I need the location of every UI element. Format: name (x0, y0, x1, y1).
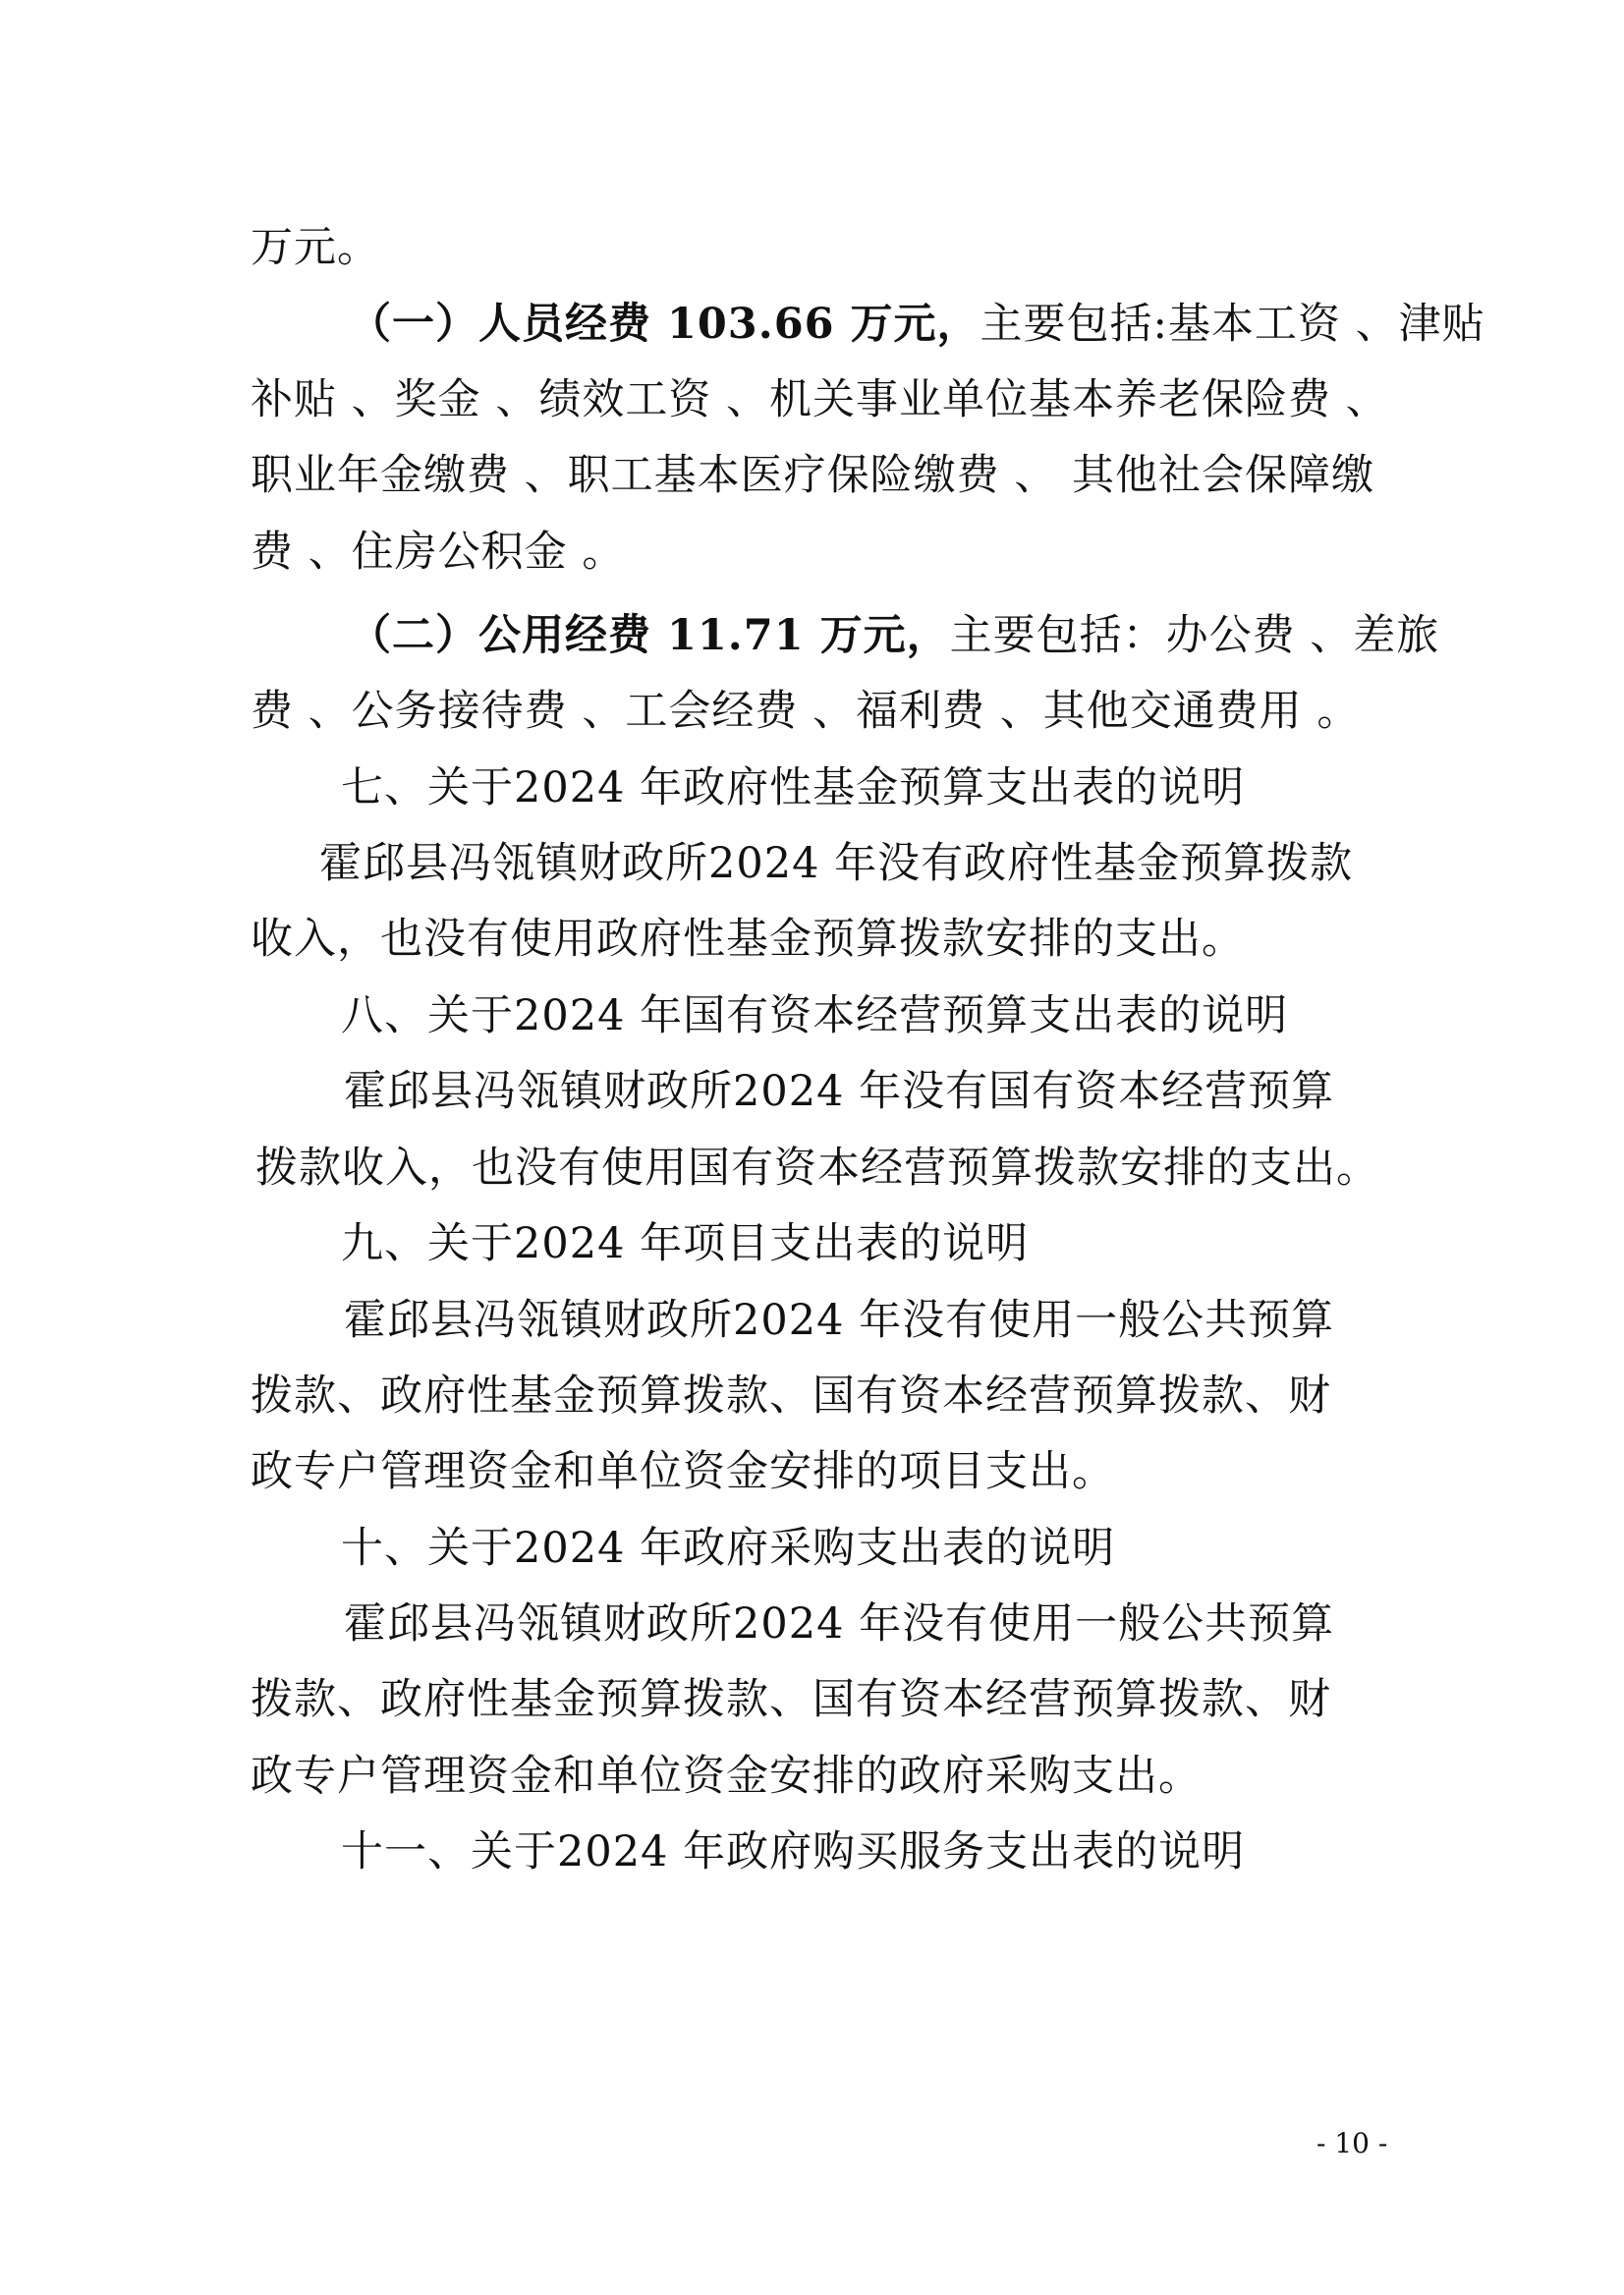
section-heading-seven: 七、关于2024 年政府性基金预算支出表的说明 (341, 763, 1246, 812)
text-line-continuation: 万元。 (251, 223, 380, 272)
text-line: 霍邱县冯瓴镇财政所2024 年没有使用一般公共预算 (344, 1296, 1335, 1345)
text-line: 政专户管理资金和单位资金安排的政府采购支出。 (251, 1752, 1202, 1801)
section-heading-ten: 十、关于2024 年政府采购支出表的说明 (341, 1524, 1116, 1573)
section-heading-nine: 九、关于2024 年项目支出表的说明 (341, 1219, 1030, 1268)
text-line: 拨款、政府性基金预算拨款、国有资本经营预算拨款、财 (251, 1675, 1331, 1724)
personnel-expense-paragraph-start (349, 295, 1485, 354)
text-line: 霍邱县冯瓴镇财政所2024 年没有政府性基金预算拨款 (319, 839, 1354, 888)
text-line: 职业年金缴费 、职工基本医疗保险缴费 、 其他社会保障缴 (251, 451, 1375, 500)
text-line: 霍邱县冯瓴镇财政所2024 年没有使用一般公共预算 (344, 1599, 1335, 1649)
public-expense-heading: （二）公用经费 11.71 万元， (349, 611, 950, 660)
text-line: 政专户管理资金和单位资金安排的项目支出。 (251, 1447, 1115, 1496)
text-line: 霍邱县冯瓴镇财政所2024 年没有国有资本经营预算 (344, 1067, 1335, 1116)
page-number: - 10 - (1316, 2127, 1388, 2159)
personnel-expense-text: 主要包括:基本工资 、津贴 (980, 300, 1485, 349)
public-expense-text: 主要包括：办公费 、差旅 (949, 611, 1440, 660)
text-line: 费 、住房公积金 。 (251, 528, 626, 577)
section-heading-eight: 八、关于2024 年国有资本经营预算支出表的说明 (341, 991, 1289, 1040)
public-expense-paragraph-start (349, 606, 1439, 665)
text-line: 拨款收入，也没有使用国有资本经营预算拨款安排的支出。 (255, 1144, 1379, 1193)
text-line: 费 、公务接待费 、工会经费 、福利费 、其他交通费用 。 (251, 687, 1361, 736)
text-line: 补贴 、奖金 、绩效工资 、机关事业单位基本养老保险费 、 (251, 375, 1389, 424)
text-line: 收入，也没有使用政府性基金预算拨款安排的支出。 (251, 915, 1245, 964)
section-heading-eleven: 十一、关于2024 年政府购买服务支出表的说明 (341, 1827, 1246, 1876)
text-line: 拨款、政府性基金预算拨款、国有资本经营预算拨款、财 (251, 1371, 1331, 1421)
personnel-expense-heading: （一）人员经费 103.66 万元， (349, 300, 980, 349)
